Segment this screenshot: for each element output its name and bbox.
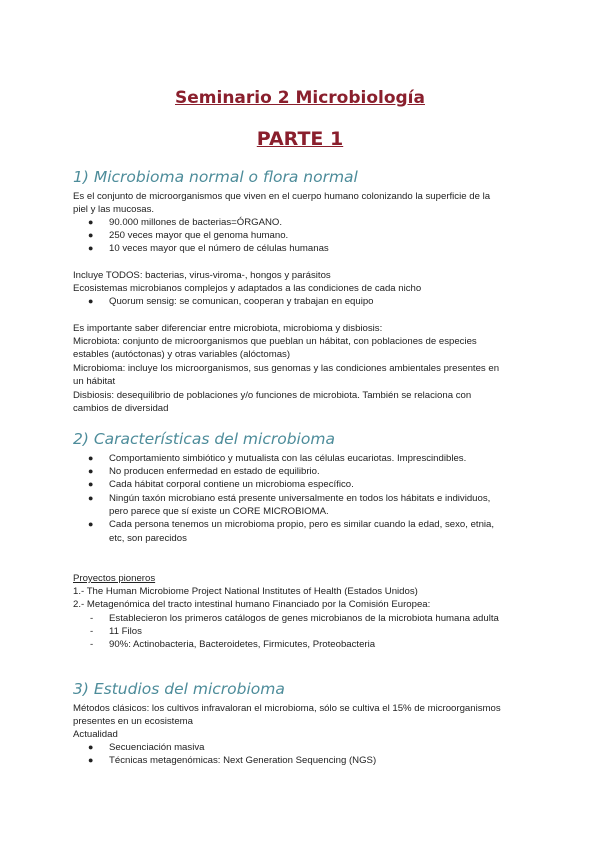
list-item-text: Cada hábitat corporal contiene un microbioma específico. [109, 479, 354, 490]
includes-text: Incluye TODOS: bacterias, virus-viroma-, hongos y parásitos [73, 270, 331, 281]
ecosystems-text: Ecosistemas microbianos complejos y adaptados a las condiciones de cada nicho [73, 283, 422, 294]
bullet-icon: ● [88, 453, 94, 463]
section2-heading: 2) Características del microbioma [73, 430, 335, 448]
microbiota-line1: Microbiota: conjunto de microorganismos que pueblan un hábitat, con poblaciones de especies [73, 336, 477, 347]
bullet-icon: ● [88, 296, 94, 306]
list-item-text: etc, son parecidos [109, 533, 187, 544]
disbiosis-line2: cambios de diversidad [73, 403, 169, 414]
microbioma-line1: Microbioma: incluye los microorganismos, sus genomas y las condiciones ambientales presentes en [73, 363, 500, 374]
dash-marker: - [90, 626, 94, 637]
bullet-icon: ● [88, 479, 94, 489]
section1-heading: 1) Microbioma normal o flora normal [73, 168, 358, 186]
dash-marker: - [90, 639, 94, 650]
bullet-icon: ● [88, 230, 94, 240]
bullet-icon: ● [88, 243, 94, 253]
microbioma-line2: un hábitat [73, 376, 116, 387]
section3-heading: 3) Estudios del microbioma [73, 680, 285, 698]
list-item-text: Cada persona tenemos un microbioma propio, pero es similar cuando la edad, sexo, etnia, [109, 519, 495, 530]
dash-marker: - [90, 613, 94, 624]
list-item-text: 90%: Actinobacteria, Bacteroidetes, Firmicutes, Proteobacteria [109, 639, 376, 650]
bullet-icon: ● [88, 742, 94, 752]
list-item-text: 90.000 millones de bacterias=ÓRGANO. [109, 217, 283, 228]
classic-methods-line1: Métodos clásicos: los cultivos infravaloran el microbioma, sólo se cultiva el 15% de microorganismos [73, 703, 501, 714]
bullet-icon: ● [88, 466, 94, 476]
list-item-text: Establecieron los primeros catálogos de genes microbianos de la microbiota humana adulta [109, 613, 499, 624]
diff-intro: Es importante saber diferenciar entre microbiota, microbioma y disbiosis: [73, 323, 383, 334]
list-item-text: Comportamiento simbiótico y mutualista con las células eucariotas. Imprescindibles. [109, 453, 467, 464]
project-2: 2.- Metagenómica del tracto intestinal humano Financiado por la Comisión Europea: [73, 599, 431, 610]
bullet-icon: ● [88, 493, 94, 503]
projects-label: Proyectos pioneros [73, 573, 156, 584]
list-item-text: 10 veces mayor que el número de células humanas [109, 243, 329, 254]
classic-methods-line2: presentes en un ecosistema [73, 716, 193, 727]
bullet-icon: ● [88, 217, 94, 227]
bullet-icon: ● [88, 519, 94, 529]
list-item-text: 11 Filos [109, 626, 142, 637]
actualidad-label: Actualidad [73, 729, 118, 740]
part-title: PARTE 1 [256, 128, 344, 150]
project-1: 1.- The Human Microbiome Project National Institutes of Health (Estados Unidos) [73, 586, 418, 597]
list-item-text: Quorum sensig: se comunican, cooperan y trabajan en equipo [109, 296, 374, 307]
microbiota-line2: estables (autóctonas) y otras variables (alóctomas) [73, 349, 291, 360]
list-item-text: Secuenciación masiva [109, 742, 205, 753]
disbiosis-line1: Disbiosis: desequilibrio de poblaciones y/o funciones de microbiota. También se relaciona con [73, 390, 472, 401]
bullet-icon: ● [88, 755, 94, 765]
document-title: Seminario 2 Microbiología [175, 88, 425, 108]
section1-intro-line2: piel y las mucosas. [73, 204, 155, 215]
list-item-text: 250 veces mayor que el genoma humano. [109, 230, 289, 241]
list-item-text: Técnicas metagenómicas: Next Generation Sequencing (NGS) [109, 755, 377, 766]
section1-intro-line1: Es el conjunto de microorganismos que viven en el cuerpo humano colonizando la superficie de la [73, 191, 491, 202]
list-item-text: No producen enfermedad en estado de equilibrio. [109, 466, 320, 477]
list-item-text: Ningún taxón microbiano está presente universalmente en todos los hábitats e individuos, [109, 493, 491, 504]
list-item-text: pero parece que sí existe un CORE MICROBIOMA. [109, 506, 329, 517]
